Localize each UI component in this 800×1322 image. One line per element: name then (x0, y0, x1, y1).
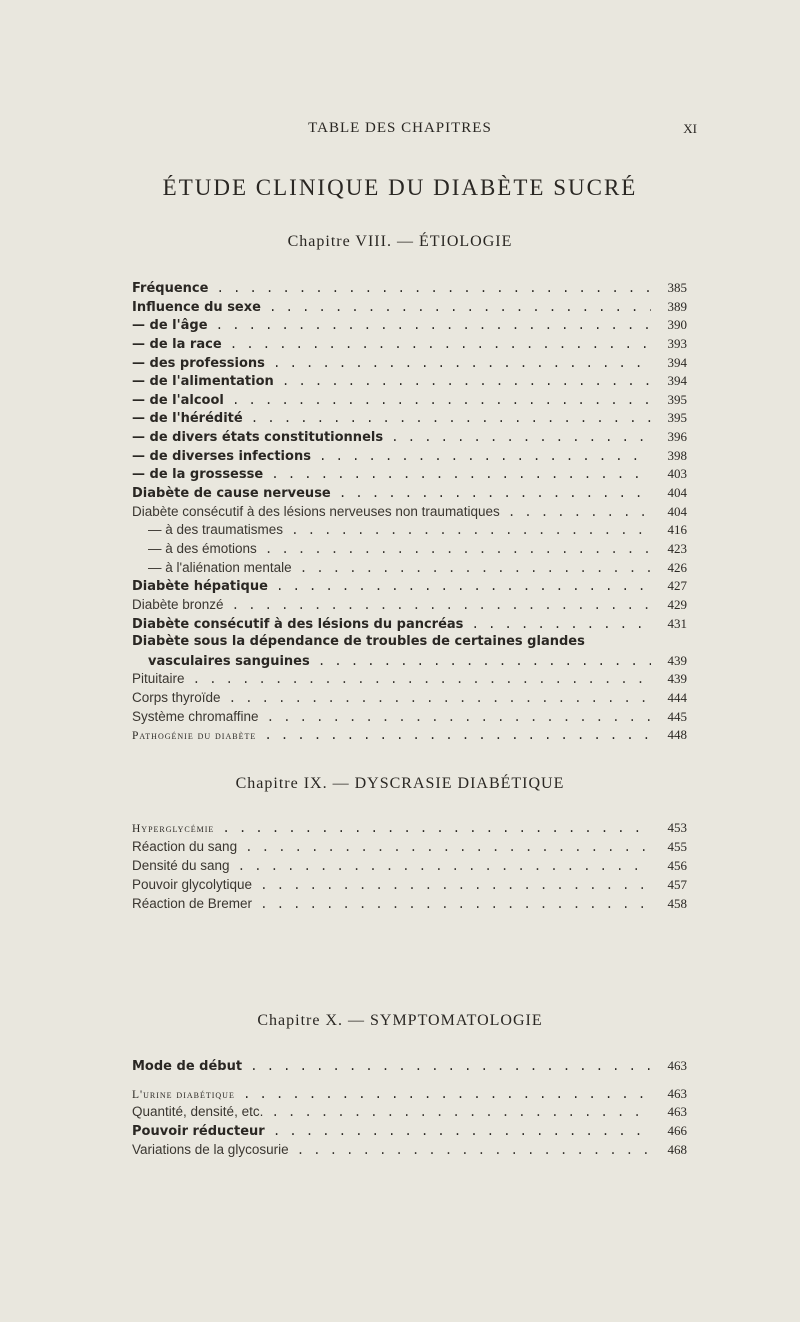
toc-entry-title: — de l'hérédité . . . (132, 409, 651, 429)
toc-page-number: 403 (667, 466, 687, 482)
toc-entry (132, 596, 687, 615)
toc-entry-title: — à des traumatismes . . . (132, 521, 651, 540)
running-title: TABLE DES CHAPITRES (308, 120, 492, 136)
toc-entry-title: Pouvoir réducteur . . . (132, 1122, 651, 1142)
toc-entry-title: — à des émotions . . . (132, 540, 651, 559)
toc-entry (132, 316, 687, 335)
toc-entry (132, 428, 687, 447)
toc-entry (132, 484, 687, 503)
toc-entry (132, 503, 687, 522)
toc-entry (132, 559, 687, 578)
toc-entry (132, 1057, 687, 1076)
toc-entry (132, 1103, 687, 1122)
toc-entry (132, 895, 687, 914)
toc-entry-title: — de l'alcool . . . (132, 391, 651, 411)
toc-entry-title: Système chromaffine . . . (132, 708, 651, 727)
toc-page-number: 444 (667, 690, 687, 706)
toc-page-number: 466 (667, 1122, 687, 1138)
toc-page-number: 394 (667, 373, 687, 389)
toc-section (132, 1057, 687, 1159)
toc-page-number: 463 (667, 1085, 687, 1101)
toc-entry-title: Influence du sexe . . . (132, 298, 651, 318)
toc-page-number: 393 (667, 335, 687, 351)
toc-entry-title: Diabète consécutif à des lésions du pancréas . . . (132, 615, 651, 635)
toc-page-number: 404 (667, 503, 687, 519)
chapter-heading: Chapitre X. — SYMPTOMATOLOGIE (257, 1012, 543, 1029)
toc-entry-title: Pathogénie du diabète . . . (132, 726, 651, 746)
toc-entry-title: — de l'alimentation . . . (132, 372, 651, 392)
toc-page-number: 395 (667, 391, 687, 407)
toc-entry-title: Hyperglycémie . . . (132, 819, 651, 839)
toc-section (132, 819, 687, 913)
toc-page-number: 445 (667, 708, 687, 724)
toc-page-number: 455 (667, 838, 687, 854)
toc-entry (132, 354, 687, 373)
toc-entry-title: Diabète hépatique . . . (132, 577, 651, 597)
toc-page-number: 453 (667, 820, 687, 835)
toc-page-number: 439 (667, 652, 687, 668)
book-title: ÉTUDE CLINIQUE DU DIABÈTE SUCRÉ (162, 175, 638, 200)
toc-entry-title: Corps thyroïde . . . (132, 689, 651, 708)
page-folio: XI (683, 121, 697, 136)
toc-entry-title: — de l'âge . . . (132, 316, 651, 336)
toc-entry-title: — de la grossesse . . . (132, 465, 651, 485)
toc-entry (132, 876, 687, 895)
toc-entry-title: — à l'aliénation mentale . . . (132, 559, 651, 578)
toc-entry (132, 1122, 687, 1141)
toc-entry (132, 708, 687, 727)
toc-entry-title: Réaction du sang . . . (132, 838, 651, 857)
toc-page-number: 439 (667, 671, 687, 687)
toc-page-number: 427 (667, 578, 687, 594)
toc-entry (132, 372, 687, 391)
toc-page-number: 431 (667, 615, 687, 631)
toc-page-number: 385 (667, 280, 687, 295)
toc-page-number: 416 (667, 522, 687, 538)
toc-entry (132, 521, 687, 540)
toc-entry-title: Pituitaire . . . (132, 670, 651, 689)
toc-entry (132, 447, 687, 466)
toc-entry (132, 838, 687, 857)
toc-entry (132, 540, 687, 559)
toc-page-number: 398 (667, 447, 687, 463)
toc-entry-title: — de la race . . . (132, 335, 651, 355)
toc-entry (132, 652, 687, 671)
toc-section (132, 279, 687, 745)
toc-page-number: 458 (667, 895, 687, 911)
toc-page-number: 468 (667, 1141, 687, 1157)
chapter-heading: Chapitre IX. — DYSCRASIE DIABÉTIQUE (235, 775, 565, 792)
toc-entry-title: Mode de début . . . (132, 1057, 651, 1077)
toc-entry-title: L'urine diabétique . . . (132, 1085, 651, 1105)
toc-page-number: 389 (667, 298, 687, 314)
toc-page-number: 426 (667, 559, 687, 575)
toc-entry-title: Diabète sous la dépendance de troubles de certaines glandes (132, 634, 585, 650)
toc-entry (132, 726, 687, 745)
toc-page-number: 394 (667, 354, 687, 370)
toc-entry (132, 689, 687, 708)
toc-page-number: 423 (667, 540, 687, 556)
toc-entry (132, 670, 687, 689)
toc-entry (132, 615, 687, 634)
toc-entry-title: Diabète de cause nerveuse . . . (132, 484, 651, 504)
chapter-heading: Chapitre VIII. — ÉTIOLOGIE (287, 233, 513, 250)
toc-entry-title: Densité du sang . . . (132, 857, 651, 876)
toc-entry-title: Diabète bronzé . . . (132, 596, 651, 615)
toc-entry (132, 409, 687, 428)
toc-entry-title: — de divers états constitutionnels . . . (132, 428, 651, 448)
toc-entry (132, 819, 687, 838)
toc-entry-title: Variations de la glycosurie . . . (132, 1141, 651, 1160)
toc-page-number: 404 (667, 485, 687, 501)
toc-entry-title: — des professions . . . (132, 354, 651, 374)
toc-entry (132, 633, 687, 652)
toc-entry-title: — de diverses infections . . . (132, 447, 651, 467)
toc-entry (132, 391, 687, 410)
toc-entry (132, 857, 687, 876)
toc-entry (132, 1141, 687, 1160)
toc-entry-title: Pouvoir glycolytique . . . (132, 876, 651, 895)
toc-page-number: 463 (667, 1104, 687, 1120)
toc-entry (132, 335, 687, 354)
toc-page-number: 457 (667, 876, 687, 892)
toc-page-number: 390 (667, 317, 687, 333)
toc-entry-title: vasculaires sanguines . . . (132, 652, 651, 672)
toc-page-number: 395 (667, 410, 687, 426)
toc-entry (132, 577, 687, 596)
toc-entry (132, 279, 687, 298)
toc-entry (132, 298, 687, 317)
toc-entry-title: Fréquence . . . (132, 279, 651, 299)
toc-page-number: 396 (667, 429, 687, 445)
toc-entry-title: Quantité, densité, etc. . . . (132, 1103, 651, 1122)
toc-entry-title: Diabète consécutif à des lésions nerveuses non traumatiques . . . (132, 503, 651, 522)
toc-page-number: 456 (667, 857, 687, 873)
toc-page-number: 429 (667, 596, 687, 612)
toc-entry-title: Réaction de Bremer . . . (132, 895, 651, 914)
toc-page-number: 463 (667, 1058, 687, 1073)
toc-page-number: 448 (667, 727, 687, 743)
toc-entry (132, 1085, 687, 1104)
toc-entry (132, 465, 687, 484)
